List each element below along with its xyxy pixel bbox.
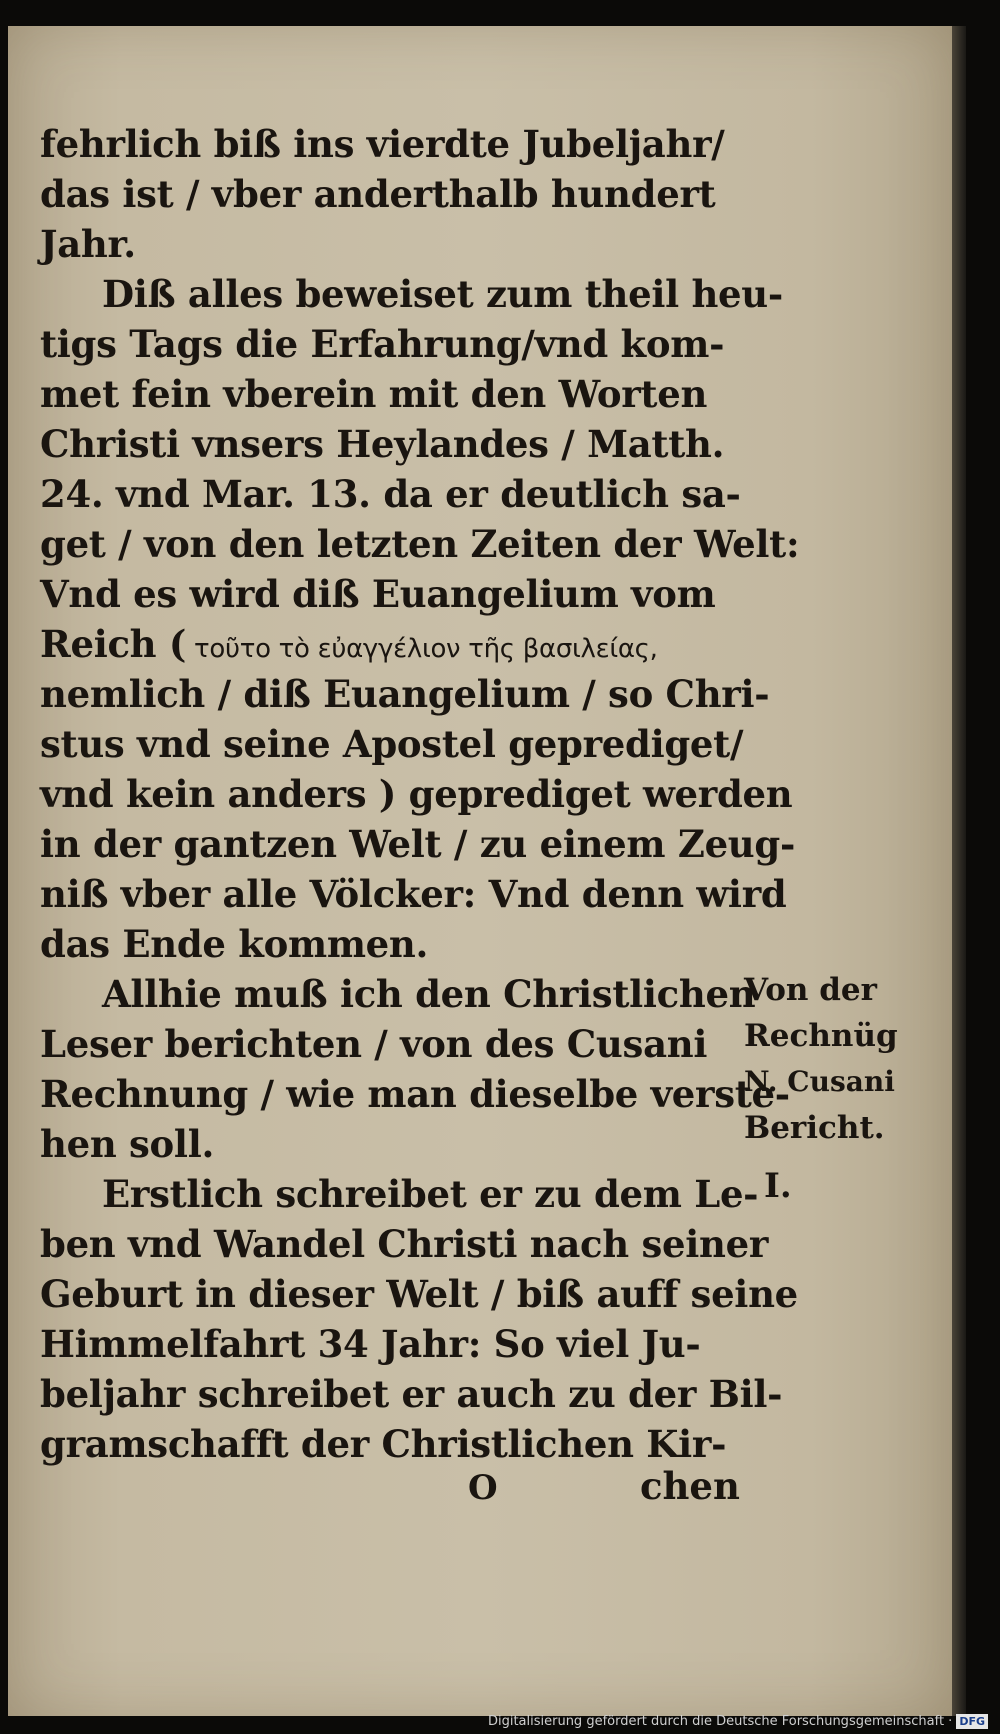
- catchword: chen: [640, 1464, 740, 1508]
- margin-note-line: Rechnüg: [744, 1018, 898, 1054]
- text-line: Leser berichten / von des Cusani: [40, 1022, 708, 1066]
- text-line: met fein vberein mit den Worten: [40, 372, 708, 416]
- text-line: 24. vnd Mar. 13. da er deutlich sa-: [40, 472, 741, 516]
- margin-note-line: Bericht.: [744, 1110, 885, 1146]
- text-line: in der gantzen Welt / zu einem Zeug-: [40, 822, 796, 866]
- text-line: Vnd es wird diß Euangelium vom: [40, 572, 716, 616]
- text-line: das Ende kommen.: [40, 922, 429, 966]
- text-line: tigs Tags die Erfahrung/vnd kom-: [40, 322, 725, 366]
- text-line: gramschafft der Christlichen Kir-: [40, 1422, 727, 1466]
- text-line: fehrlich biß ins vierdte Jubeljahr/: [40, 122, 725, 166]
- text-line: Allhie muß ich den Christlichen: [102, 972, 756, 1016]
- text-line: hen soll.: [40, 1122, 215, 1166]
- signature-mark: O: [468, 1468, 498, 1508]
- text-line: Himmelfahrt 34 Jahr: So viel Ju-: [40, 1322, 701, 1366]
- text-line: beljahr schreibet er auch zu der Bil-: [40, 1372, 783, 1416]
- margin-note-line: N. Cusani: [744, 1065, 895, 1098]
- text-line: vnd kein anders ) geprediget werden: [40, 772, 793, 816]
- text-line-with-greek: Reich ( τοῦτο τὸ εὐαγγέλιον τῆς βασιλείας,: [40, 622, 658, 666]
- text-line: das ist / vber anderthalb hundert: [40, 172, 716, 216]
- text-line: get / von den letzten Zeiten der Welt:: [40, 522, 800, 566]
- text-line: ben vnd Wandel Christi nach seiner: [40, 1222, 769, 1266]
- text-line: Geburt in dieser Welt / biß auff seine: [40, 1272, 798, 1316]
- margin-note-line: Von der: [744, 972, 877, 1008]
- margin-numeral: I.: [764, 1166, 792, 1206]
- text-line: Rechnung / wie man dieselbe verste-: [40, 1072, 790, 1116]
- footer-credit: [488, 1712, 988, 1732]
- page-edge-shadow: [952, 26, 966, 1716]
- text-line: nemlich / diß Euangelium / so Chri-: [40, 672, 770, 716]
- footer-text: Digitalisierung gefördert durch die Deutsche Forschungsgemeinschaft ·: [487, 1714, 953, 1729]
- text-line: Erstlich schreibet er zu dem Le-: [102, 1172, 759, 1216]
- text-line: Christi vnsers Heylandes / Matth.: [40, 422, 725, 466]
- text-line: Diß alles beweiset zum theil heu-: [102, 272, 783, 316]
- text-line: niß vber alle Völcker: Vnd denn wird: [40, 872, 787, 916]
- text-line: Jahr.: [40, 222, 136, 266]
- text-line: stus vnd seine Apostel geprediget/: [40, 722, 744, 766]
- dfg-logo: DFG: [956, 1714, 988, 1729]
